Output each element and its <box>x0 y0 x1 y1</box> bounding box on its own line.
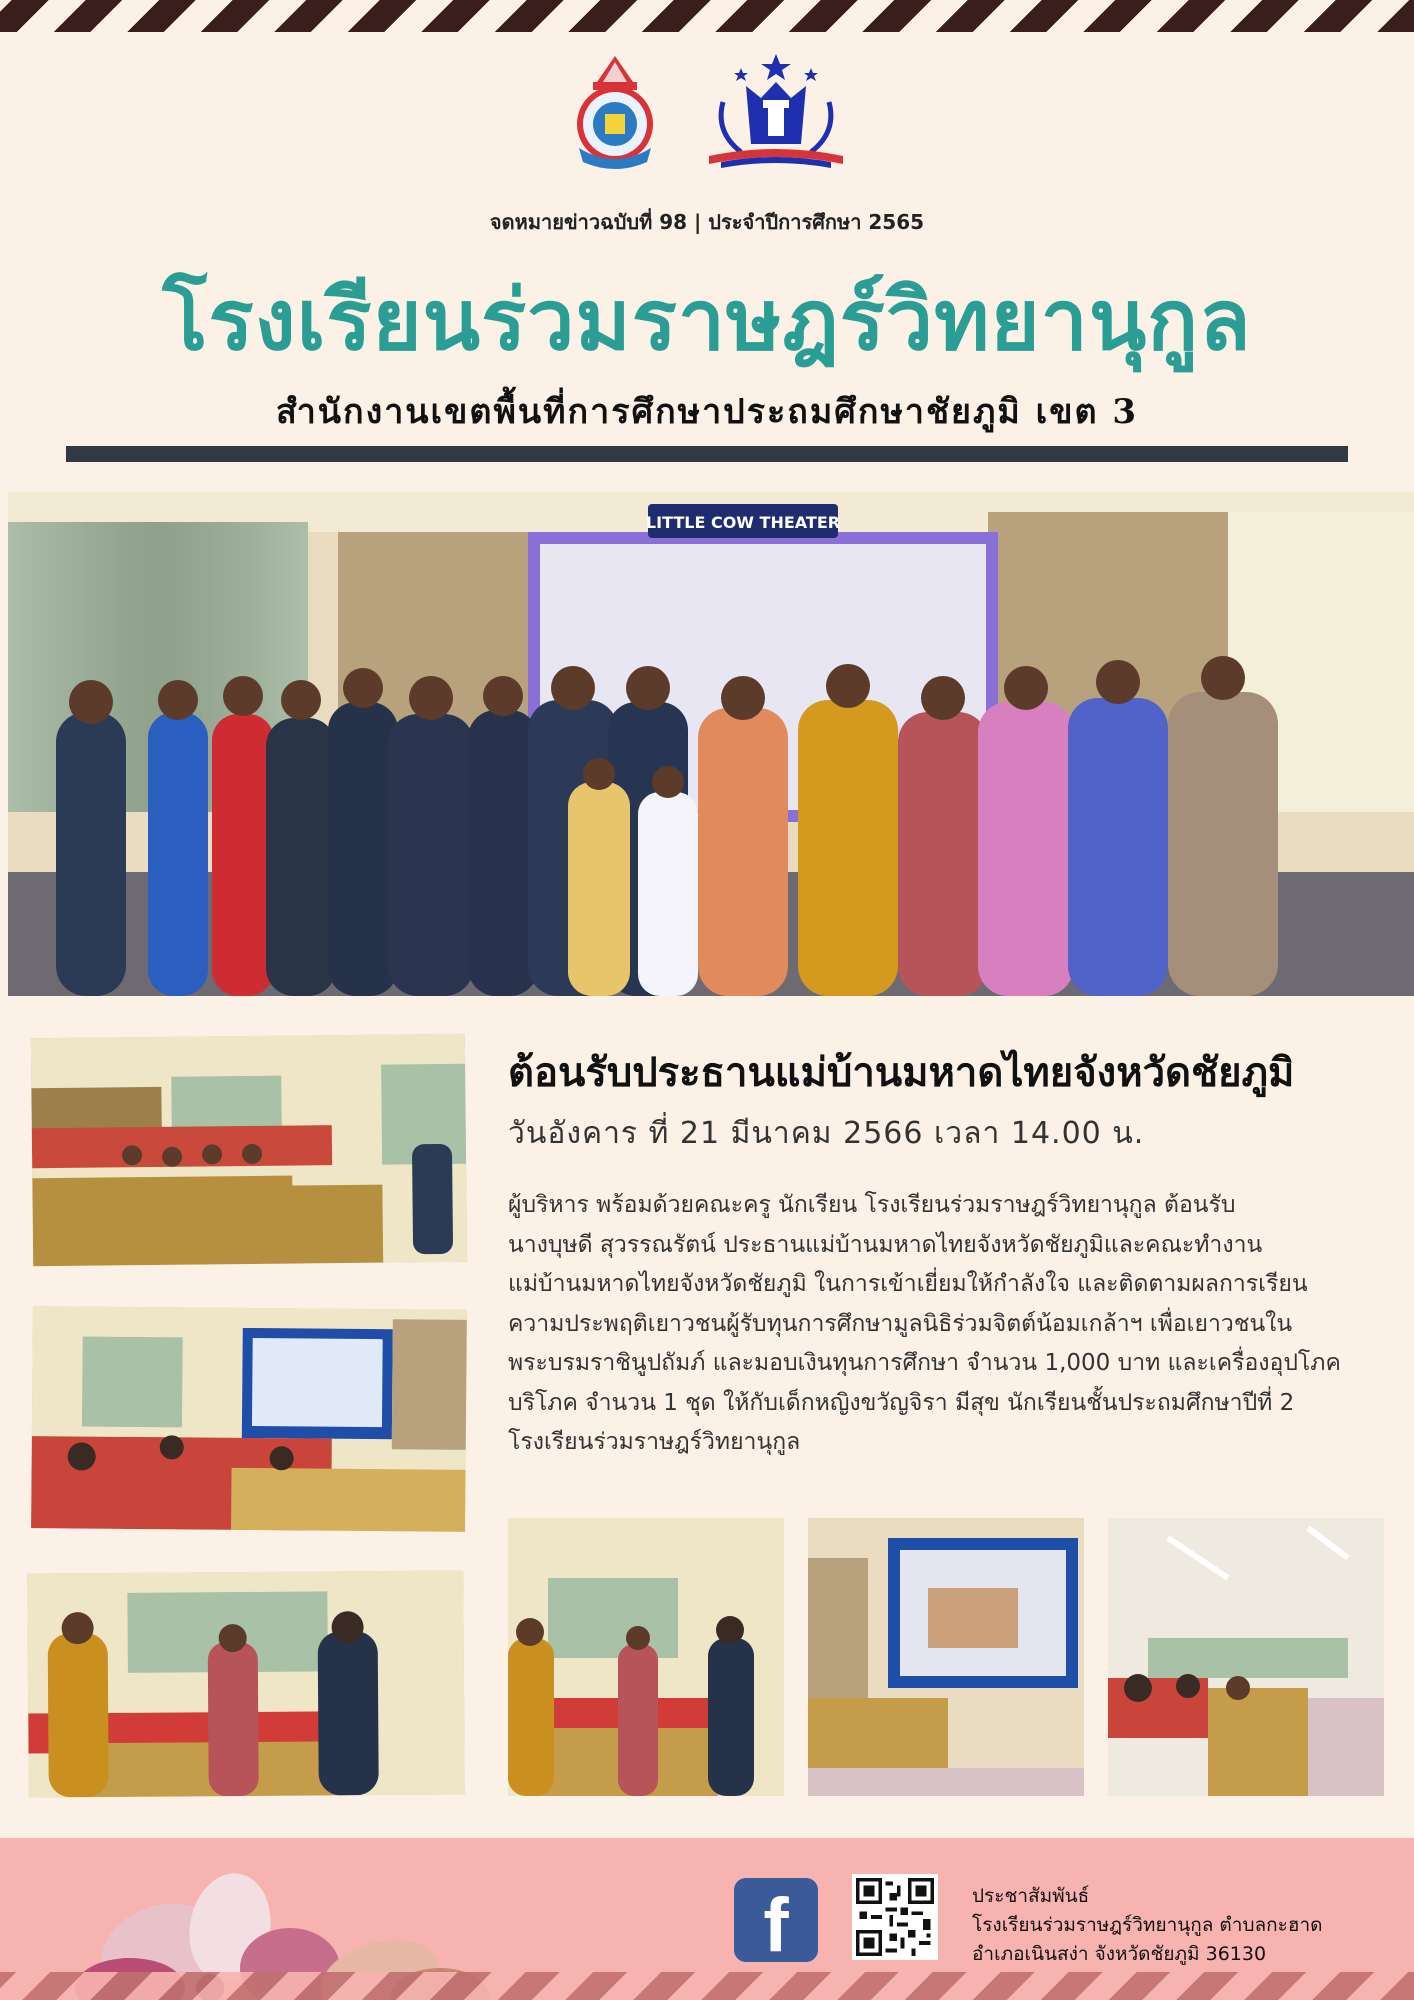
article-body <box>508 1186 1398 1463</box>
top-stripe-border <box>0 0 1414 32</box>
theater-sign: LITTLE COW THEATER <box>645 513 841 532</box>
article-body-line: นางบุษดี สุวรรณรัตน์ ประธานแม่บ้านมหาดไทยจังหวัดชัยภูมิและคณะทำงาน <box>508 1231 1263 1258</box>
article-body-line: ผู้บริหาร พร้อมด้วยคณะครู นักเรียน โรงเรียนร่วมราษฎร์วิทยานุกูล ต้อนรับ <box>508 1192 1236 1218</box>
article-date: วันอังคาร ที่ 21 มีนาคม 2566 เวลา 14.00 น. <box>508 1116 1145 1151</box>
qr-code-icon[interactable] <box>852 1874 938 1960</box>
academic-crest-logo <box>701 52 851 172</box>
article-body-line: พระบรมราชินูปถัมภ์ และมอบเงินทุนการศึกษา จำนวน 1,000 บาท และเครื่องอุปโภค <box>508 1350 1341 1376</box>
contact-line: โรงเรียนร่วมราษฎร์วิทยานุกูล ตำบลกะฮาด <box>972 1914 1323 1936</box>
presentation-screen-photo <box>31 1306 467 1532</box>
handover-ceremony-photo-2 <box>508 1518 784 1796</box>
article-body-line: โรงเรียนร่วมราษฎร์วิทยานุกูล <box>508 1429 801 1455</box>
newsletter-issue-line: จดหมายข่าวฉบับที่ 98 | ประจำปีการศึกษา 2565 <box>489 210 925 234</box>
handover-ceremony-photo-1 <box>27 1570 465 1797</box>
presentation-stage-photo <box>808 1518 1084 1796</box>
contact-line: อำเภอเนินสง่า จังหวัดชัยภูมิ 36130 <box>972 1943 1267 1965</box>
contact-line: ประชาสัมพันธ์ <box>972 1885 1090 1907</box>
facebook-icon[interactable]: f <box>734 1878 818 1962</box>
article-body-line: แม่บ้านมหาดไทยจังหวัดชัยภูมิ ในการเข้าเยี่ยมให้กำลังใจ และติดตามผลการเรียน <box>508 1271 1308 1297</box>
education-office-subtitle: สำนักงานเขตพื้นที่การศึกษาประถมศึกษาชัยภูมิ เขต 3 <box>275 392 1139 432</box>
school-title: โรงเรียนร่วมราษฎร์วิทยานุกูล <box>162 271 1252 369</box>
contact-info <box>972 1882 1402 1969</box>
meeting-room-photo-1 <box>31 1034 467 1267</box>
header-divider <box>66 446 1348 462</box>
logo-row <box>0 52 1414 172</box>
footer-bar <box>0 1838 1414 2000</box>
article-body-line: บริโภค จำนวน 1 ชุด ให้กับเด็กหญิงขวัญจิรา มีสุข นักเรียนชั้นประถมศึกษาปีที่ 2 <box>508 1389 1295 1416</box>
hero-group-photo <box>8 492 1414 996</box>
school-emblem-logo <box>563 52 667 172</box>
meeting-room-photo-2 <box>1108 1518 1384 1796</box>
article-body-line: ความประพฤติเยาวชนผู้รับทุนการศึกษามูลนิธิร่วมจิตต์น้อมเกล้าฯ เพื่อเยาวชนใน <box>508 1310 1293 1337</box>
footer-stripe <box>0 1972 1414 2000</box>
article-headline: ต้อนรับประธานแม่บ้านมหาดไทยจังหวัดชัยภูมิ <box>508 1050 1295 1096</box>
